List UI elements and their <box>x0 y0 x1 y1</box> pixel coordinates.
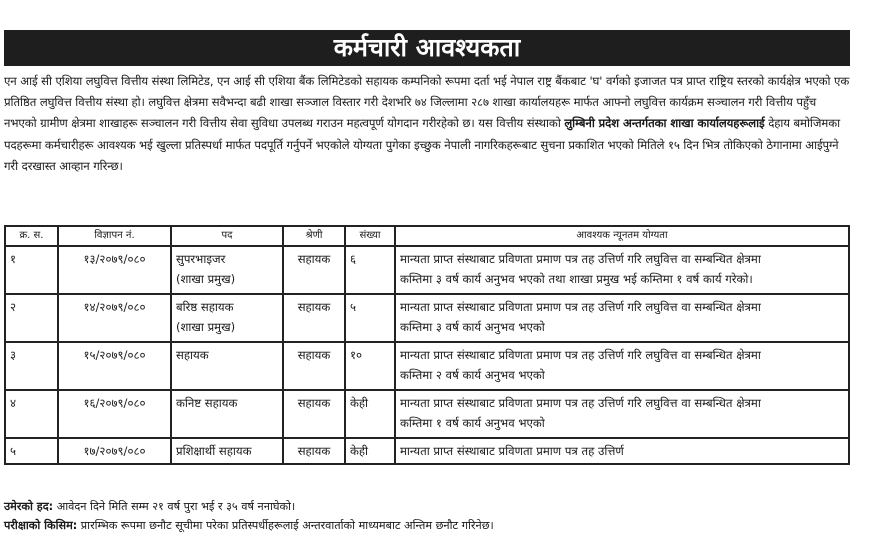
cell-adv-no: १६/२०७९/०८० <box>58 390 171 438</box>
header-adv-no: विज्ञापन नं. <box>58 226 171 246</box>
cell-adv-no: १५/२०७९/०८० <box>58 342 171 390</box>
intro-text-before: एन आई सी एशिया लघुवित्त वित्तीय संस्था लिमिटेड, एन आई सी एशिया बैंक लिमिटेडको सहायक कम्पनिको रूपमा दर्ता भई नेपाल राष्ट्र बैंकबाट 'घ' वर्गको इजाजत पत्र प्राप्त राष्ट्रिय स्तरको कार्यक्षेत्र भएको एक प्रतिष्ठित लघुवित्त वित्तीय संस्था हो। लघुवित्त क्षेत्रमा सवैभन्दा बढी शाखा सञ्जाल विस्तार गरी देशभरि ७४ जिल्लामा २८७ शाखा कार्यालयहरू मार्फत आफ्नो लघुवित्त कार्यक्रम सञ्चालन गरी वित्तीय पहुँच नभएको ग्रामीण क्षेत्रमा शाखाहरू सञ्चालन गरी वित्तीय सेवा सुविधा उपलब्ध गराउन महत्वपूर्ण योगदान गरीरहेको छ। यस वित्तीय संस्थाको <box>4 74 850 131</box>
header-post: पद <box>171 226 283 246</box>
cell-qualification <box>395 294 849 342</box>
post-line1: सहायक <box>176 348 209 362</box>
vacancy-table <box>4 225 850 465</box>
cell-level: सहायक <box>283 438 345 464</box>
cell-count: ६ <box>345 246 395 294</box>
cell-post <box>171 246 283 294</box>
cell-sn: ३ <box>5 342 58 390</box>
exam-type-label: परीक्षाको किसिम: <box>4 519 78 532</box>
cell-adv-no: १४/२०७९/०८० <box>58 294 171 342</box>
post-line2: (शाखा प्रमुख) <box>176 320 236 334</box>
header-level: श्रेणी <box>283 226 345 246</box>
cell-qualification <box>395 342 849 390</box>
cell-level: सहायक <box>283 246 345 294</box>
table-row <box>5 390 849 438</box>
cell-count: केही <box>345 438 395 464</box>
cell-qualification <box>395 246 849 294</box>
intro-text-bold: लुम्बिनी प्रदेश अन्तर्गतका शाखा कार्यालयहरूलाई <box>564 116 765 131</box>
post-line1: कनिष्ट सहायक <box>176 396 238 410</box>
age-limit-text: आवेदन दिने मिति सम्म २१ वर्ष पुरा भई र ३५ वर्ष ननाघेको। <box>53 500 296 513</box>
cell-level: सहायक <box>283 294 345 342</box>
cell-level: सहायक <box>283 390 345 438</box>
header-qualification: आवश्यक न्यूनतम योग्यता <box>395 226 849 246</box>
table-row <box>5 342 849 390</box>
qual-line1: मान्यता प्राप्त संस्थाबाट प्रविणता प्रमाण पत्र तह उत्तिर्ण गरि लघुवित्त वा सम्बन्धित क्षेत्रमा <box>400 300 761 314</box>
age-limit-note <box>4 497 854 516</box>
age-limit-label: उमेरको हद: <box>4 500 54 513</box>
qual-line2: कम्तिमा २ वर्ष कार्य अनुभव भएको <box>400 368 545 382</box>
cell-count: ५ <box>345 294 395 342</box>
intro-paragraph <box>4 71 852 177</box>
cell-level: सहायक <box>283 342 345 390</box>
cell-post <box>171 390 283 438</box>
qual-line2: कम्तिमा ३ वर्ष कार्य अनुभव भएको तथा शाखा प्रमुख भई कम्तिमा १ वर्ष कार्य गरेको। <box>400 272 753 286</box>
exam-type-note <box>4 516 854 535</box>
table-row <box>5 246 849 294</box>
table-header-row <box>5 226 849 246</box>
cell-qualification <box>395 390 849 438</box>
cell-post <box>171 342 283 390</box>
post-line1: सुपरभाइजर <box>176 252 226 266</box>
cell-post <box>171 438 283 464</box>
qual-line1: मान्यता प्राप्त संस्थाबाट प्रविणता प्रमाण पत्र तह उत्तिर्ण गरि लघुवित्त वा सम्बन्धित क्षेत्रमा <box>400 348 761 362</box>
table-row <box>5 294 849 342</box>
notes-section <box>4 497 854 535</box>
post-line1: प्रशिक्षार्थी सहायक <box>176 444 252 458</box>
cell-adv-no: १७/२०७९/०८० <box>58 438 171 464</box>
header-count: संख्या <box>345 226 395 246</box>
cell-sn: १ <box>5 246 58 294</box>
exam-type-text: प्रारम्भिक रूपमा छनौट सूचीमा परेका प्रतिस्पर्धीहरूलाई अन्तरवार्ताको माध्यमबाट अन्तिम छनौट गरिनेछ। <box>77 519 494 532</box>
cell-sn: ४ <box>5 390 58 438</box>
qual-line1: मान्यता प्राप्त संस्थाबाट प्रविणता प्रमाण पत्र तह उत्तिर्ण गरि लघुवित्त वा सम्बन्धित क्षेत्रमा <box>400 252 761 266</box>
qual-line2: कम्तिमा १ वर्ष कार्य अनुभव भएको <box>400 416 545 430</box>
qual-line1: मान्यता प्राप्त संस्थाबाट प्रविणता प्रमाण पत्र तह उत्तिर्ण <box>400 444 624 458</box>
qual-line2: कम्तिमा ३ वर्ष कार्य अनुभव भएको <box>400 320 545 334</box>
cell-count: १० <box>345 342 395 390</box>
cell-post <box>171 294 283 342</box>
intro-text-after: देहाय बमोजिमका पदहरूमा कर्मचारीहरू आवश्यक भई खुल्ला प्रतिस्पर्धा मार्फत पदपूर्ति गर्नुपर्ने भएकोले योग्यता पुगेका इच्छुक नेपाली नागरिकहरूबाट सुचना प्रकाशित भएको मितिले १५ दिन भित्र तोकिएको ठेगानामा आईपुग्ने गरी दरखास्त आव्हान गरिन्छ। <box>4 116 841 173</box>
cell-count: केही <box>345 390 395 438</box>
table-row <box>5 438 849 464</box>
qual-line1: मान्यता प्राप्त संस्थाबाट प्रविणता प्रमाण पत्र तह उत्तिर्ण गरि लघुवित्त वा सम्बन्धित क्षेत्रमा <box>400 396 761 410</box>
notice-title: कर्मचारी आवश्यकता <box>4 30 850 66</box>
cell-adv-no: १३/२०७९/०८० <box>58 246 171 294</box>
cell-sn: ५ <box>5 438 58 464</box>
post-line2: (शाखा प्रमुख) <box>176 272 236 286</box>
cell-sn: २ <box>5 294 58 342</box>
header-sn: क्र. स. <box>5 226 58 246</box>
cell-qualification <box>395 438 849 464</box>
post-line1: बरिष्ठ सहायक <box>176 300 234 314</box>
